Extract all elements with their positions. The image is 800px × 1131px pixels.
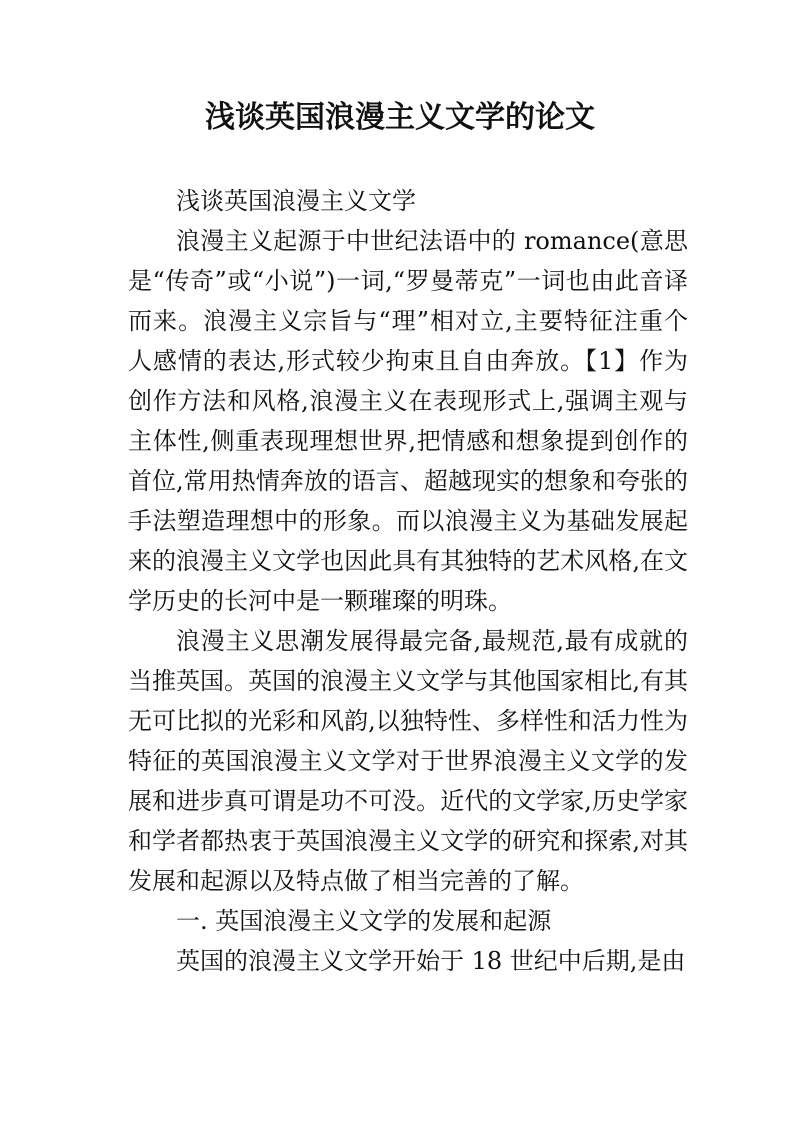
document-title: 浅谈英国浪漫主义文学的论文: [205, 100, 595, 135]
body-paragraph: 浪漫主义起源于中世纪法语中的 romance(意思是“传奇”或“小说”)一词,“罗曼蒂克”一词也由此音译而来。浪漫主义宗旨与“理”相对立,主要特征注重个人感情的表达,形式较少拘束且自由奔放。【1】作为创作方法和风格,浪漫主义在表现形式上,强调主观与主体性,侧重表现理想世界,把情感和想象提到创作的首位,常用热情奔放的语言、超越现实的想象和夸张的手法塑造理想中的形象。而以浪漫主义为基础发展起来的浪漫主义文学也因此具有其独特的艺术风格,在文学历史的长河中是一颗璀璨的明珠。: [128, 227, 688, 615]
body-paragraph: 浪漫主义思潮发展得最完备,最规范,最有成就的当推英国。英国的浪漫主义文学与其他国家相比,有其无可比拟的光彩和风韵,以独特性、多样性和活力性为特征的英国浪漫主义文学对于世界浪漫主义文学的发展和进步真可谓是功不可没。近代的文学家,历史学家和学者都热衷于英国浪漫主义文学的研究和探索,对其发展和起源以及特点做了相当完善的了解。: [128, 627, 688, 895]
subtitle-paragraph: 浅谈英国浪漫主义文学: [176, 187, 416, 215]
body-paragraph: 英国的浪漫主义文学开始于 18 世纪中后期,是由: [176, 947, 686, 975]
document-body: [128, 181, 688, 981]
section-heading: 一. 英国浪漫主义文学的发展和起源: [176, 907, 552, 935]
